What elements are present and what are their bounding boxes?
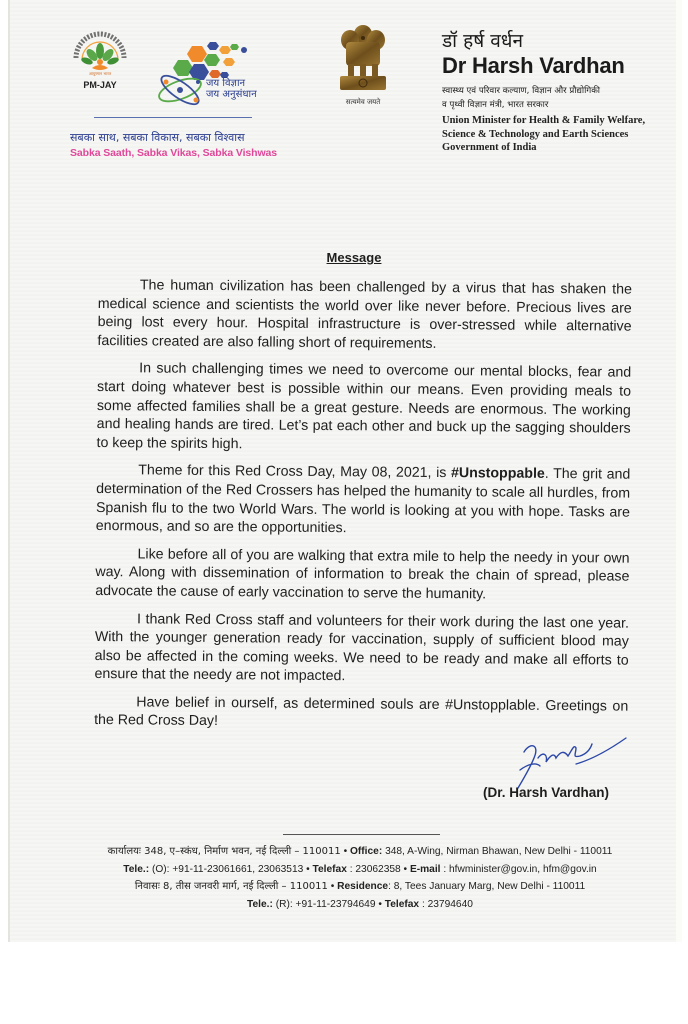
paragraph-text: Theme for this Red Cross Day, May 08, 2021, is: [138, 462, 452, 482]
residence-tele: (R): +91-11-23794649: [272, 898, 376, 910]
letter-page: [8, 0, 682, 942]
title-english-line3: Government of India: [442, 142, 537, 153]
footer-divider: [283, 834, 440, 835]
residence-address: : 8, Tees January Marg, New Delhi - 110011: [388, 881, 586, 892]
paragraph-text: . The grit and determination of the Red Crossers has helped the humanity to scale all hurdles, from Spanish flu to the two World Wars. The world is looking at you with hope. Tasks are enormous, and so are the opportunities.: [95, 466, 631, 537]
jai-vigyan-text: [206, 78, 257, 100]
pmjay-logo: [70, 30, 130, 96]
minister-name-hindi: डॉ हर्ष वर्धन: [442, 30, 524, 52]
separator: •: [400, 863, 410, 875]
title-hindi-line2: व पृथ्वी विज्ञान मंत्री, भारत सरकार: [442, 100, 549, 110]
address-footer: [90, 843, 630, 913]
message-paragraph: Have belief in ourself, as determined souls are #Unstopplable. Greetings on the Red Cross Day!: [94, 694, 629, 730]
ashoka-emblem-icon: [328, 20, 398, 98]
jai-vigyan-line1: जय विज्ञान: [206, 78, 246, 89]
residence-label: Residence: [337, 881, 389, 892]
residence-fax: : 23794640: [419, 898, 473, 910]
message-paragraph: I thank Red Cross staff and volunteers for their work during the last one year. With the younger generation ready for vaccination, supply of sufficient blood may also be affected in the coming weeks. We need to be ready and make all efforts to ensure that the needy are not impacted.: [94, 610, 630, 685]
office-label: Office:: [349, 846, 383, 857]
separator: •: [375, 898, 385, 910]
office-address-line: [90, 843, 630, 861]
jai-vigyan-logo: [158, 38, 278, 108]
email-addresses[interactable]: : hfwminister@gov.in, hfm@gov.in: [440, 863, 597, 875]
message-paragraph: In such challenging times we need to overcome our mental blocks, fear and start doing whatever best is possible within our means. Even providing meals to some affected families shall be a great gesture. Needs are enormous. The working and healing hands are tired. Let’s pat each other and buck up the sagging shoulders to keep the spirits high.: [96, 360, 632, 453]
minister-title-hindi: [442, 84, 662, 112]
residence-contact-line: [90, 896, 630, 914]
separator: •: [303, 863, 313, 875]
title-hindi-line1: स्वास्थ्य एवं परिवार कल्याण, विज्ञान और प्रौद्योगिकी: [442, 86, 601, 96]
title-english-line1: Union Minister for Health & Family Welfare,: [442, 115, 646, 126]
office-fax-label: Telefax: [312, 863, 347, 875]
minister-title-english: [442, 114, 672, 155]
slogan-english: Sabka Saath, Sabka Vikas, Sabka Vishwas: [70, 147, 278, 159]
minister-name-english: Dr Harsh Vardhan: [442, 53, 625, 78]
signatory-name: (Dr. Harsh Vardhan): [483, 785, 610, 800]
pmjay-label: PM-JAY: [83, 80, 117, 90]
emblem-motto: सत्यमेव जयते: [345, 98, 381, 106]
message-paragraph: Like before all of you are walking that extra mile to help the needy in your own way. Along with dissemination of information to break the chain of spread, please advocate the cause of early vaccination to serve the humanity.: [95, 546, 630, 603]
message-paragraph: The human civilization has been challenged by a virus that has shaken the medical science and scientists the world over like never before. Precious lives are being lost every hour. Hospital infrastructure is over-stressed while alternative facilities created are also falling short of requirements.: [97, 277, 632, 352]
office-address-hindi: कार्यालयः 348, ए–स्कंध, निर्माण भवन, नई दिल्ली – 110011: [107, 846, 341, 857]
residence-address-hindi: निवासः 8, तीस जनवरी मार्ग, नई दिल्ली – 110011: [134, 881, 328, 892]
message-heading: Message: [326, 250, 382, 265]
office-contact-line: [90, 861, 630, 879]
message-body: [94, 276, 632, 744]
slogan-hindi: सबका साथ, सबका विकास, सबका विश्वास: [70, 131, 245, 144]
national-emblem: [328, 20, 398, 110]
pmjay-sub-text: आयुष्मान भारत: [88, 71, 112, 76]
message-paragraph: [96, 461, 631, 540]
separator: •: [327, 881, 338, 892]
jai-vigyan-line2: जय अनुसंधान: [206, 89, 257, 100]
residence-address-line: [90, 878, 630, 896]
residence-tele-label: Tele.:: [247, 898, 273, 910]
separator: •: [340, 846, 350, 857]
office-address: 348, A-Wing, Nirman Bhawan, New Delhi - 110011: [382, 846, 613, 857]
office-tele: (O): +91-11-23061661, 23063513: [149, 863, 304, 875]
office-tele-label: Tele.:: [123, 863, 150, 875]
header-divider: [94, 117, 252, 118]
theme-hashtag: #Unstoppable: [450, 465, 545, 483]
office-fax: : 23062358: [346, 863, 401, 875]
residence-fax-label: Telefax: [384, 898, 420, 910]
title-english-line2: Science & Technology and Earth Sciences: [442, 128, 629, 140]
email-label: E-mail: [409, 863, 441, 875]
